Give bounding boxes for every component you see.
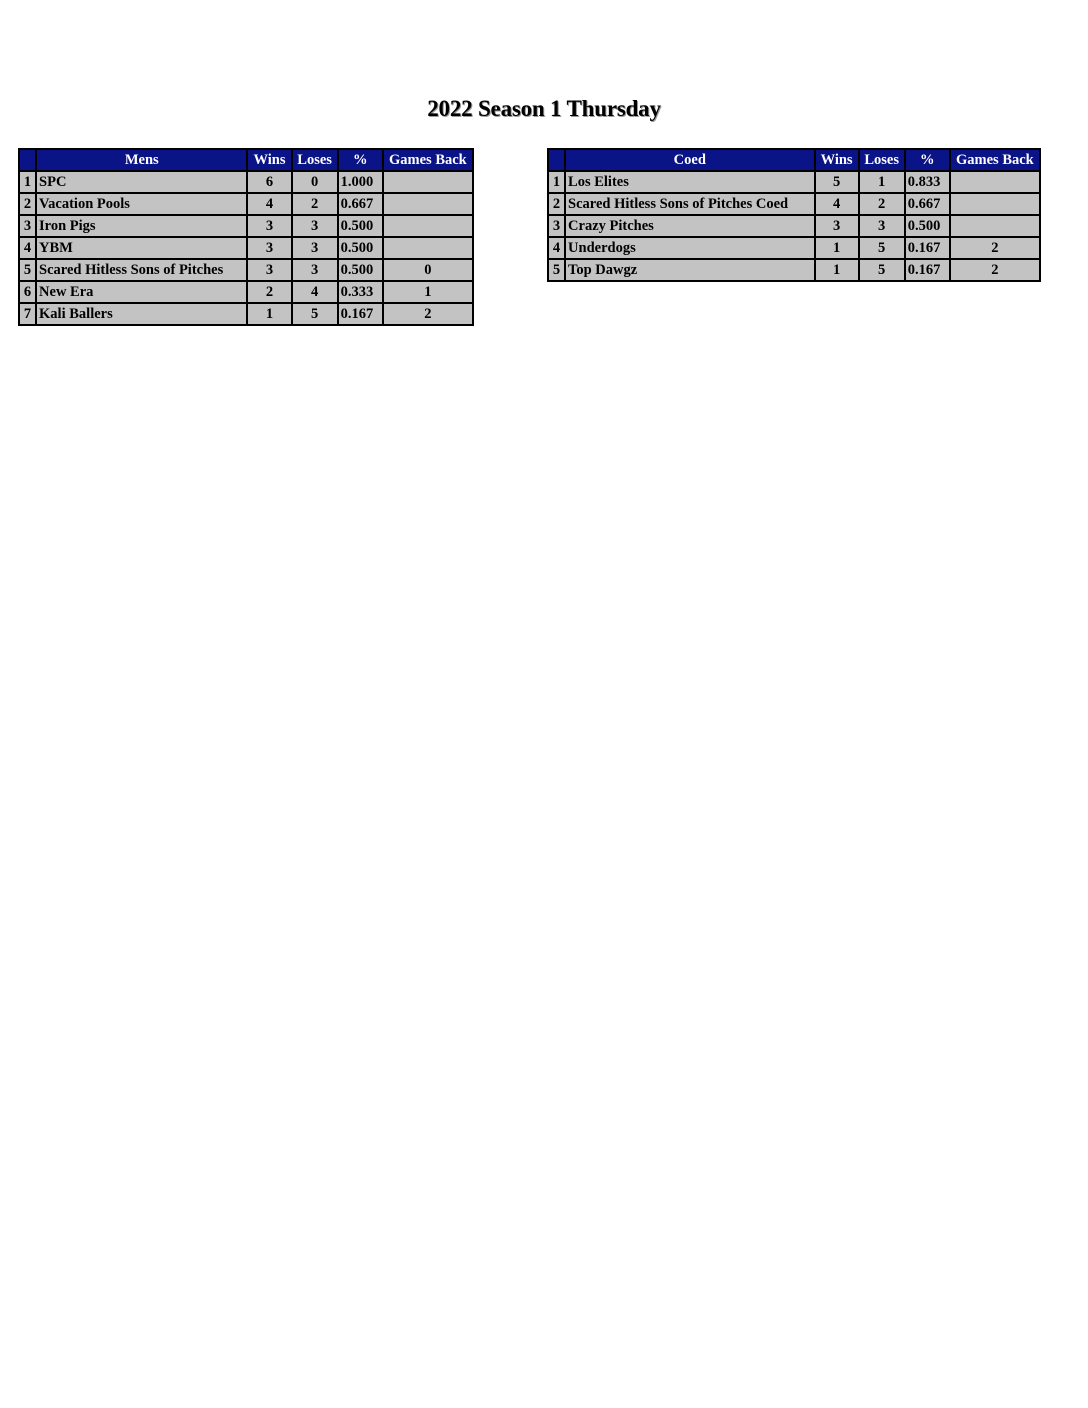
wins-header: Wins xyxy=(815,149,859,171)
pct-cell: 0.167 xyxy=(905,237,950,259)
team-cell: YBM xyxy=(36,237,247,259)
table-header-row xyxy=(19,149,473,171)
team-cell: Scared Hitless Sons of Pitches xyxy=(36,259,247,281)
table-header-row xyxy=(548,149,1040,171)
wins-cell: 1 xyxy=(815,259,859,281)
rank-cell: 4 xyxy=(548,237,565,259)
pct-cell: 0.500 xyxy=(905,215,950,237)
team-cell: Scared Hitless Sons of Pitches Coed xyxy=(565,193,815,215)
loses-header: Loses xyxy=(292,149,338,171)
pct-header: % xyxy=(338,149,383,171)
pct-cell: 1.000 xyxy=(338,171,383,193)
games-back-cell xyxy=(383,237,473,259)
pct-cell: 0.333 xyxy=(338,281,383,303)
games-back-cell xyxy=(950,171,1040,193)
loses-cell: 5 xyxy=(859,237,905,259)
team-cell: New Era xyxy=(36,281,247,303)
wins-cell: 3 xyxy=(247,259,291,281)
team-cell: Crazy Pitches xyxy=(565,215,815,237)
games-back-cell xyxy=(383,215,473,237)
wins-cell: 1 xyxy=(815,237,859,259)
games-back-header: Games Back xyxy=(383,149,473,171)
mens-standings-table xyxy=(18,148,474,326)
games-back-header: Games Back xyxy=(950,149,1040,171)
team-header: Coed xyxy=(565,149,815,171)
team-cell: Top Dawgz xyxy=(565,259,815,281)
team-cell: Vacation Pools xyxy=(36,193,247,215)
games-back-cell: 0 xyxy=(383,259,473,281)
pct-header: % xyxy=(905,149,950,171)
pct-cell: 0.167 xyxy=(905,259,950,281)
loses-cell: 0 xyxy=(292,171,338,193)
table-row xyxy=(19,193,473,215)
games-back-cell xyxy=(950,215,1040,237)
wins-cell: 4 xyxy=(247,193,291,215)
table-row xyxy=(19,171,473,193)
pct-cell: 0.500 xyxy=(338,215,383,237)
loses-cell: 4 xyxy=(292,281,338,303)
pct-cell: 0.833 xyxy=(905,171,950,193)
rank-header xyxy=(548,149,565,171)
wins-cell: 4 xyxy=(815,193,859,215)
team-cell: SPC xyxy=(36,171,247,193)
loses-cell: 3 xyxy=(859,215,905,237)
loses-cell: 1 xyxy=(859,171,905,193)
wins-cell: 3 xyxy=(247,237,291,259)
loses-cell: 3 xyxy=(292,237,338,259)
loses-cell: 2 xyxy=(859,193,905,215)
loses-cell: 2 xyxy=(292,193,338,215)
pct-cell: 0.500 xyxy=(338,259,383,281)
rank-cell: 2 xyxy=(19,193,36,215)
pct-cell: 0.667 xyxy=(905,193,950,215)
table-row xyxy=(19,259,473,281)
games-back-cell xyxy=(383,193,473,215)
table-row xyxy=(19,237,473,259)
rank-cell: 1 xyxy=(19,171,36,193)
games-back-cell: 2 xyxy=(383,303,473,325)
table-row xyxy=(548,259,1040,281)
rank-cell: 6 xyxy=(19,281,36,303)
table-row xyxy=(548,193,1040,215)
loses-cell: 5 xyxy=(859,259,905,281)
wins-cell: 6 xyxy=(247,171,291,193)
pct-cell: 0.167 xyxy=(338,303,383,325)
rank-cell: 1 xyxy=(548,171,565,193)
games-back-cell: 2 xyxy=(950,259,1040,281)
games-back-cell xyxy=(950,193,1040,215)
table-row xyxy=(19,281,473,303)
rank-cell: 3 xyxy=(548,215,565,237)
rank-cell: 2 xyxy=(548,193,565,215)
wins-cell: 1 xyxy=(247,303,291,325)
table-row xyxy=(19,303,473,325)
team-header: Mens xyxy=(36,149,247,171)
team-cell: Kali Ballers xyxy=(36,303,247,325)
rank-cell: 5 xyxy=(19,259,36,281)
games-back-cell: 1 xyxy=(383,281,473,303)
coed-standings-table xyxy=(547,148,1041,282)
loses-cell: 3 xyxy=(292,215,338,237)
table-row xyxy=(19,215,473,237)
rank-cell: 3 xyxy=(19,215,36,237)
loses-cell: 5 xyxy=(292,303,338,325)
wins-header: Wins xyxy=(247,149,291,171)
wins-cell: 3 xyxy=(815,215,859,237)
rank-cell: 7 xyxy=(19,303,36,325)
rank-cell: 4 xyxy=(19,237,36,259)
wins-cell: 3 xyxy=(247,215,291,237)
team-cell: Iron Pigs xyxy=(36,215,247,237)
games-back-cell xyxy=(383,171,473,193)
rank-cell: 5 xyxy=(548,259,565,281)
pct-cell: 0.667 xyxy=(338,193,383,215)
table-row xyxy=(548,215,1040,237)
loses-cell: 3 xyxy=(292,259,338,281)
wins-cell: 2 xyxy=(247,281,291,303)
team-cell: Los Elites xyxy=(565,171,815,193)
page-title: 2022 Season 1 Thursday xyxy=(427,96,661,121)
team-cell: Underdogs xyxy=(565,237,815,259)
loses-header: Loses xyxy=(859,149,905,171)
wins-cell: 5 xyxy=(815,171,859,193)
table-row xyxy=(548,171,1040,193)
table-row xyxy=(548,237,1040,259)
rank-header xyxy=(19,149,36,171)
games-back-cell: 2 xyxy=(950,237,1040,259)
pct-cell: 0.500 xyxy=(338,237,383,259)
